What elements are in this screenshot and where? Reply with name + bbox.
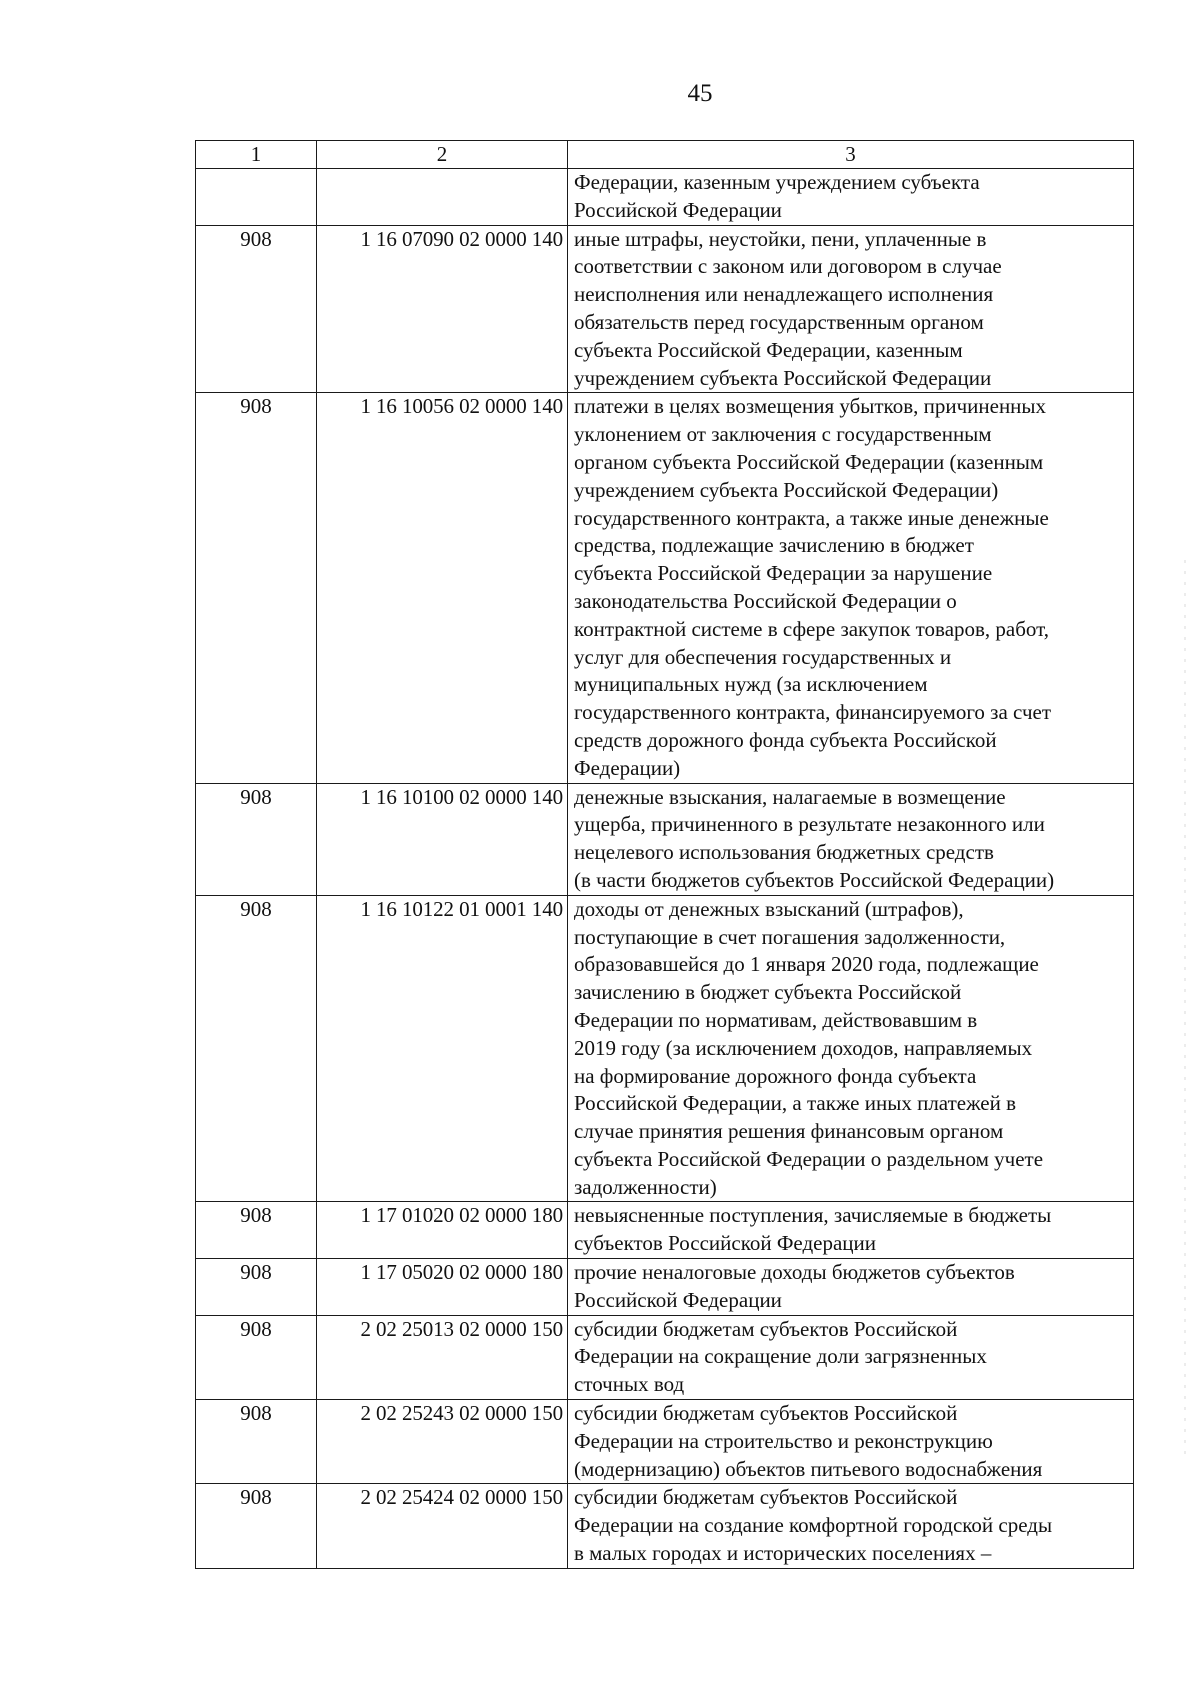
description-cell [568,1400,1134,1484]
description-line: Федерации на сокращение доли загрязненных [574,1344,987,1369]
description-line: государственного контракта, а также иные денежные [574,505,1049,530]
page-number: 45 [687,80,713,107]
description-line: на формирование дорожного фонда субъекта [574,1063,977,1088]
description-line: доходы от денежных взысканий (штрафов), [574,896,964,921]
table-row [196,169,1134,226]
table-row [196,393,1134,783]
table-row [196,1315,1134,1399]
admin-code-cell: 908 [196,1259,317,1316]
description-cell [568,1315,1134,1399]
description-line: услуг для обеспечения государственных и [574,644,952,669]
description-line: платежи в целях возмещения убытков, причиненных [574,394,1047,419]
description-line: Российской Федерации [574,197,782,222]
description-line: контрактной системе в сфере закупок товаров, работ, [574,616,1050,641]
description-line: Федерации) [574,755,681,780]
description-line: учреждением субъекта Российской Федерации) [574,477,999,502]
description-cell [568,1484,1134,1568]
description-line: муниципальных нужд (за исключением [574,672,928,697]
description-line: Федерации на создание комфортной городской среды [574,1513,1053,1538]
description-line: субъектов Российской Федерации [574,1231,877,1256]
table-body [196,169,1134,1569]
description-line: поступающие в счет погашения задолженности, [574,924,1006,949]
description-line: обязательств перед государственным органом [574,309,984,334]
description-line: соответствии с законом или договором в случае [574,254,1002,279]
description-line: прочие неналоговые доходы бюджетов субъектов [574,1260,1015,1285]
description-line: (в части бюджетов субъектов Российской Федерации) [574,867,1055,892]
description-line: органом субъекта Российской Федерации (казенным [574,449,1044,474]
description-cell [568,393,1134,783]
description-cell [568,225,1134,393]
description-line: ущерба, причиненного в результате незаконного или [574,812,1045,837]
admin-code-cell: 908 [196,1484,317,1568]
description-line: невыясненные поступления, зачисляемые в бюджеты [574,1203,1052,1228]
description-line: задолженности) [574,1174,717,1199]
description-line: Федерации по нормативам, действовавшим в [574,1007,978,1032]
description-line: случае принятия решения финансовым органом [574,1119,1004,1144]
description-line: образовавшейся до 1 января 2020 года, подлежащие [574,952,1039,977]
budget-code-cell: 2 02 25243 02 0000 150 [317,1400,568,1484]
description-line: средства, подлежащие зачислению в бюджет [574,533,974,558]
column-header-3: 3 [568,141,1134,169]
description-line: Российской Федерации [574,1287,782,1312]
description-line: нецелевого использования бюджетных средств [574,840,994,865]
admin-code-cell: 908 [196,225,317,393]
description-line: субсидии бюджетам субъектов Российской [574,1316,958,1341]
budget-code-cell: 2 02 25013 02 0000 150 [317,1315,568,1399]
table-row [196,1400,1134,1484]
description-line: учреждением субъекта Российской Федерации [574,365,992,390]
description-line: средств дорожного фонда субъекта Российской [574,727,997,752]
budget-code-cell [317,169,568,226]
description-line: субсидии бюджетам субъектов Российской [574,1401,958,1426]
description-cell [568,1259,1134,1316]
admin-code-cell: 908 [196,1400,317,1484]
admin-code-cell: 908 [196,1315,317,1399]
description-line: Федерации, казенным учреждением субъекта [574,170,980,194]
budget-code-cell: 1 16 10122 01 0001 140 [317,895,568,1202]
table-row [196,1484,1134,1568]
table-row [196,225,1134,393]
description-line: 2019 году (за исключением доходов, направляемых [574,1035,1033,1060]
description-line: неисполнения или ненадлежащего исполнения [574,282,994,307]
description-cell [568,895,1134,1202]
table-row [196,783,1134,895]
table-header-row [196,141,1134,169]
column-header-1: 1 [196,141,317,169]
table-row [196,895,1134,1202]
admin-code-cell [196,169,317,226]
description-line: государственного контракта, финансируемого за счет [574,700,1052,725]
description-line: уклонением от заключения с государственным [574,422,992,447]
description-line: иные штрафы, неустойки, пени, уплаченные в [574,226,987,251]
description-line: субъекта Российской Федерации о раздельном учете [574,1146,1044,1171]
description-cell [568,783,1134,895]
description-cell [568,1202,1134,1259]
admin-code-cell: 908 [196,783,317,895]
description-line: зачислению в бюджет субъекта Российской [574,980,962,1005]
description-line: субъекта Российской Федерации, казенным [574,337,963,362]
budget-code-cell: 1 17 05020 02 0000 180 [317,1259,568,1316]
revenue-codes-table [195,140,1134,1569]
description-line: Российской Федерации, а также иных платежей в [574,1091,1017,1116]
budget-code-cell: 2 02 25424 02 0000 150 [317,1484,568,1568]
table-row [196,1259,1134,1316]
description-line: в малых городах и исторических поселениях – [574,1541,992,1566]
budget-code-cell: 1 16 07090 02 0000 140 [317,225,568,393]
description-line: (модернизацию) объектов питьевого водоснабжения [574,1456,1043,1481]
description-cell [568,169,1134,226]
description-line: субсидии бюджетам субъектов Российской [574,1485,958,1510]
budget-code-cell: 1 16 10100 02 0000 140 [317,783,568,895]
admin-code-cell: 908 [196,393,317,783]
description-line: сточных вод [574,1372,685,1397]
admin-code-cell: 908 [196,1202,317,1259]
description-line: денежные взыскания, налагаемые в возмещение [574,784,1006,809]
scan-edge-artifact [1184,560,1186,1460]
admin-code-cell: 908 [196,895,317,1202]
budget-code-cell: 1 16 10056 02 0000 140 [317,393,568,783]
column-header-2: 2 [317,141,568,169]
table-row [196,1202,1134,1259]
description-line: субъекта Российской Федерации за нарушение [574,561,993,586]
description-line: законодательства Российской Федерации о [574,588,957,613]
budget-code-cell: 1 17 01020 02 0000 180 [317,1202,568,1259]
description-line: Федерации на строительство и реконструкцию [574,1428,993,1453]
